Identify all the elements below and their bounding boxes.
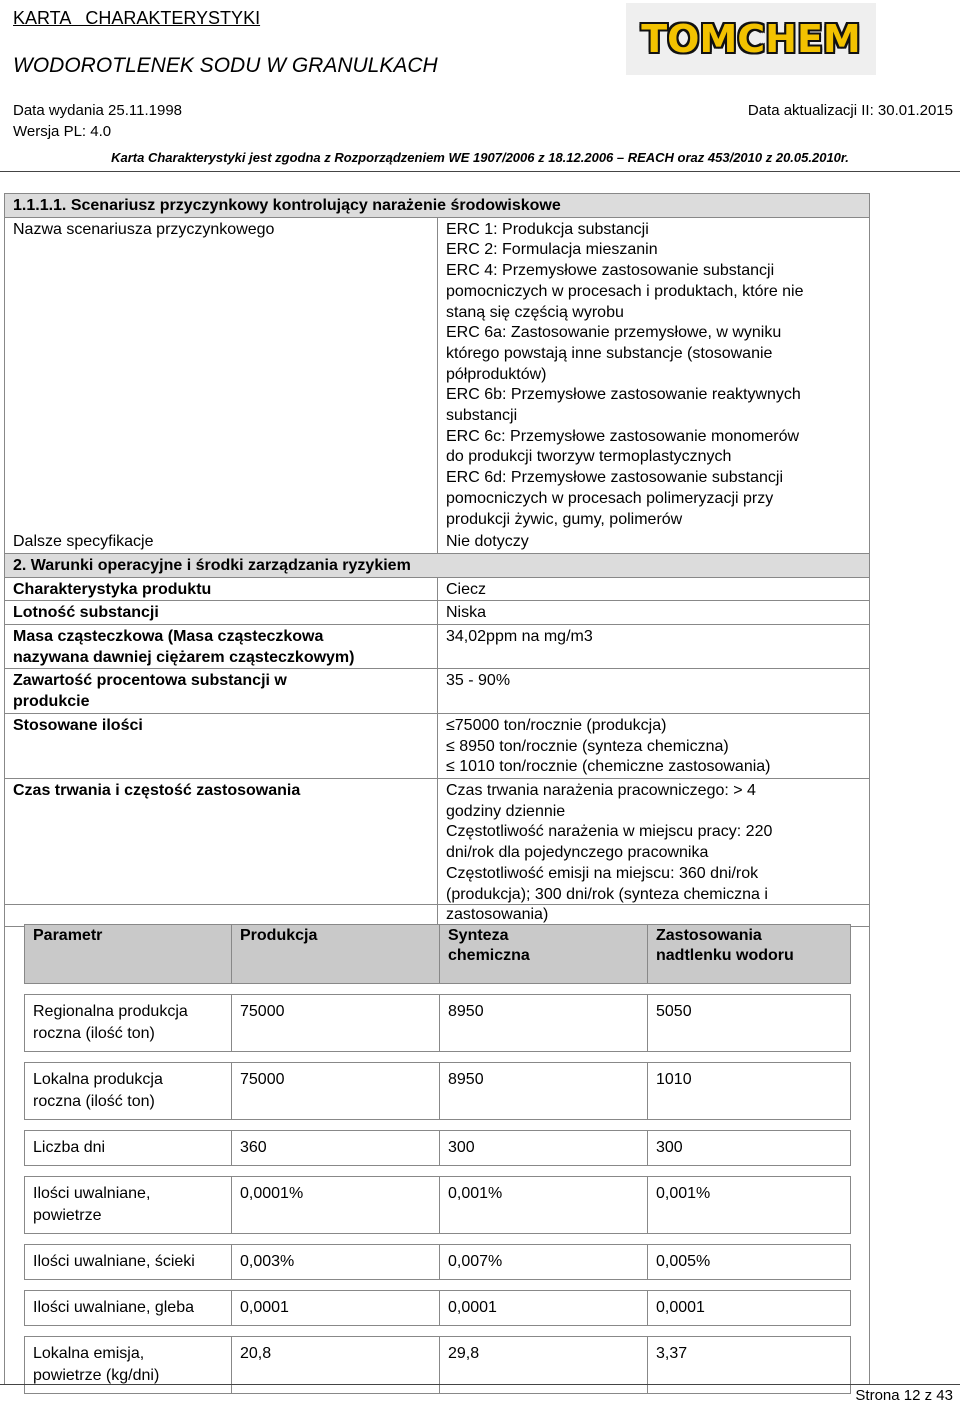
- molecular-mass-value: 34,02ppm na mg/m3: [438, 625, 870, 669]
- parameter-table: [24, 924, 851, 1394]
- scenario-name-value: ERC 1: Produkcja substancji ERC 2: Formulacja mieszanin ERC 4: Przemysłowe zastosowanie substancji pomocniczych w procesach i produktach, które nie staną się częścią wyrobu ERC 6a: Zastosowanie przemysłowe, w wyniku którego powstają inne substancje (stosowanie półproduktów) ERC 6b: Przemysłowe zastosowanie reaktywnych substancji ERC 6c: Przemysłowe zastosowanie monomerów do produkcji tworzyw termoplastycznych ERC 6d: Przemysłowe zastosowanie substancji pomocniczych w procesach polimeryzacji przy produkcji żywic, gumy, polimerów: [438, 217, 870, 530]
- percent-content-value: 35 - 90%: [438, 669, 870, 713]
- used-quantities-value: ≤75000 ton/rocznie (produkcja) ≤ 8950 ton/rocznie (synteza chemiczna) ≤ 1010 ton/rocznie (chemiczne zastosowania): [438, 713, 870, 778]
- duration-frequency-value: Czas trwania narażenia pracowniczego: > 4 godziny dziennie Częstotliwość narażenia w miejscu pracy: 220 dni/rok dla pojedynczego pracownika Częstotliwość emisji na miejscu: 360 dni/rok (produkcja); 300 dni/rok (synteza chemiczna i zastosowania): [438, 778, 870, 926]
- table-row: Lokalna emisja, powietrze (kg/dni) 20,8 29,8 3,37: [25, 1337, 851, 1394]
- molecular-mass-label: Masa cząsteczkowa (Masa cząsteczkowa nazywana dawniej ciężarem cząsteczkowym): [5, 625, 438, 669]
- update-date: Data aktualizacji II: 30.01.2015: [747, 102, 953, 119]
- footer-divider: [0, 1384, 960, 1385]
- scenario-table: [4, 193, 870, 927]
- header-production: Produkcja: [232, 925, 440, 984]
- duration-frequency-label: Czas trwania i częstość zastosowania: [5, 778, 438, 926]
- header-divider: [0, 171, 960, 172]
- section-heading-2: 2. Warunki operacyjne i środki zarządzania ryzykiem: [5, 553, 870, 577]
- volatility-value: Niska: [438, 601, 870, 625]
- issue-date: Data wydania 25.11.1998: [13, 102, 183, 119]
- section-heading-1: 1.1.1.1. Scenariusz przyczynkowy kontrolujący narażenie środowiskowe: [5, 194, 870, 218]
- header-synthesis: Synteza chemiczna: [440, 925, 648, 984]
- product-name: WODOROTLENEK SODU W GRANULKACH: [13, 54, 438, 77]
- compliance-note: Karta Charakterystyki jest zgodna z Rozporządzeniem WE 1907/2006 z 18.12.2006 – REACH oraz 453/2010 z 20.05.2010r.: [111, 150, 849, 165]
- document-title: KARTA CHARAKTERYSTYKI: [13, 8, 261, 28]
- company-logo-text: TOMCHEM: [641, 17, 861, 61]
- page-number: Strona 12 z 43: [855, 1387, 953, 1404]
- table-row: Liczba dni 360 300 300: [25, 1131, 851, 1166]
- used-quantities-label: Stosowane ilości: [5, 713, 438, 778]
- header-peroxide-uses: Zastosowania nadtlenku wodoru: [648, 925, 851, 984]
- version: Wersja PL: 4.0: [13, 123, 112, 140]
- scenario-name-label: Nazwa scenariusza przyczynkowego: [5, 217, 438, 530]
- volatility-label: Lotność substancji: [5, 601, 438, 625]
- product-characteristic-value: Ciecz: [438, 577, 870, 601]
- table-row: Ilości uwalniane, powietrze 0,0001% 0,001% 0,001%: [25, 1177, 851, 1234]
- table-row: Lokalna produkcja roczna (ilość ton) 75000 8950 1010: [25, 1063, 851, 1120]
- company-logo: [626, 3, 876, 75]
- further-specs-label: Dalsze specyfikacje: [5, 530, 438, 553]
- header-parameter: Parametr: [25, 925, 232, 984]
- further-specs-value: Nie dotyczy: [438, 530, 870, 553]
- percent-content-label: Zawartość procentowa substancji w produkcie: [5, 669, 438, 713]
- table-row: Regionalna produkcja roczna (ilość ton) 75000 8950 5050: [25, 995, 851, 1052]
- parameter-table-header: [25, 925, 851, 984]
- table-row: Ilości uwalniane, gleba 0,0001 0,0001 0,0001: [25, 1291, 851, 1326]
- table-row: Ilości uwalniane, ścieki 0,003% 0,007% 0,005%: [25, 1245, 851, 1280]
- product-characteristic-label: Charakterystyka produktu: [5, 577, 438, 601]
